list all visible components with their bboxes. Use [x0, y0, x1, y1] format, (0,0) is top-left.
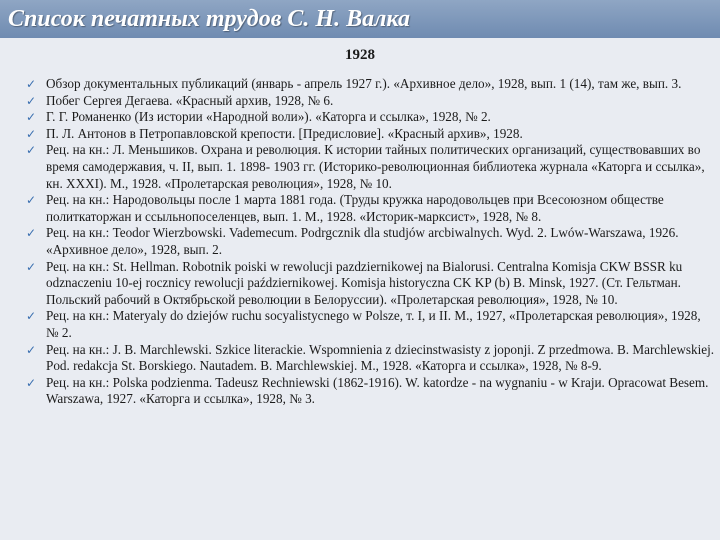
list-item-text: Рец. на кн.: Teodor Wierzbowski. Vademecum. Podrgcznik dla studjów arcbiwalnych. Wyd. 2. Lwów-Warszawa, 1926. «Архивное дело», 1928, вып. 2.	[46, 225, 679, 257]
list-item-text: Г. Г. Романенко (Из истории «Народной воли»). «Каторга и ссылка», 1928, № 2.	[46, 109, 491, 125]
list-item	[26, 225, 716, 258]
list-item	[26, 192, 716, 225]
list-item	[26, 126, 716, 143]
list-item-text: Обзор документальных публикаций (январь - апрель 1927 г.). «Архивное дело», 1928, вып. 1 (14), там же, вып. 3.	[46, 76, 682, 91]
list-item	[26, 308, 716, 341]
page-title: Список печатных трудов С. Н. Валка	[8, 6, 410, 32]
list-item-text: Рец. на кн.: J. B. Marchlewski. Szkice literackie. Wspomnienia z dziecinstwasisty z joponji. Z przedmowa. B. Marchlewskiej. Pod. redakcja St. Borskiego. Nautadem. B. Marchlewskiej. M., 1928. «Каторга и ссылка», 1928, № 8-9.	[46, 341, 715, 374]
publication-list	[26, 76, 716, 408]
checkmark-icon: ✓	[26, 77, 37, 91]
checkmark-icon: ✓	[26, 309, 37, 324]
checkmark-icon: ✓	[26, 110, 37, 125]
checkmark-icon: ✓	[26, 342, 37, 357]
list-item	[26, 342, 716, 375]
list-item-text: Рец. на кн.: Народовольцы после 1 марта 1881 года. (Труды кружка народовольцев при Всесоюзном обществе политкаторжан и ссыльнопоселенцев, вып. 1. М., 1928. «Историк-марксист», 1928, № 8.	[46, 192, 664, 224]
checkmark-icon: ✓	[26, 193, 37, 208]
checkmark-icon: ✓	[26, 126, 37, 141]
year-heading: 1928	[345, 47, 375, 63]
list-item-text: П. Л. Антонов в Петропавловской крепости. [Предисловие]. «Красный архив», 1928.	[46, 125, 523, 141]
title-bar	[0, 0, 720, 38]
checkmark-icon: ✓	[26, 143, 37, 158]
list-item-text: Побег Сергея Дегаева. «Красный архив, 1928, № 6.	[46, 92, 334, 108]
list-item	[26, 259, 716, 309]
checkmark-icon: ✓	[26, 259, 37, 274]
list-item	[26, 76, 716, 93]
list-item-text: Рец. на кн.: St. Hellman. Robotnik poiski w rewolucji pazdziernikowej na Bialorusi. Centralna Komisja CKW BSSR ku odznaczeniu 10-ej rocznicy rewolucji październikowej. Komisja historyczna CK KP (b) B. Minsk, 1927. (Ст. Гельтман. Польский рабочий в Октябрьской революции в Белоруссии). «Пролетарская революция», 1928, № 10.	[46, 258, 683, 307]
list-item	[26, 375, 716, 408]
list-item	[26, 142, 716, 192]
list-item-text: Рец. на кн.: Materyaly do dziejów ruchu socyalistycnego w Polsze, т. I, и II. М., 1927, «Пролетарская революция», 1928, № 2.	[46, 308, 701, 340]
list-item	[26, 93, 716, 110]
list-item	[26, 109, 716, 126]
checkmark-icon: ✓	[26, 375, 37, 390]
checkmark-icon: ✓	[26, 226, 37, 241]
checkmark-icon: ✓	[26, 93, 37, 108]
list-item-text: Рец. на кн.: Polska podzienma. Tadeusz Rechniewski (1862-1916). W. katordze - na wygnaniu - w Krajи. Opracowat Besem. Warszawa, 1927. «Каторга и ссылка», 1928, № 3.	[46, 374, 709, 407]
list-item-text: Рец. на кн.: Л. Меньшиков. Охрана и революция. К истории тайных политических организаций, существовавших во время самодержавия, ч. II, вып. 1. 1898- 1903 гг. (Историко-революционная библиотека журнала «Каторга и ссылка», кн. XXXI). М., 1928. «Пролетарская революция», 1928, № 10.	[46, 142, 705, 191]
